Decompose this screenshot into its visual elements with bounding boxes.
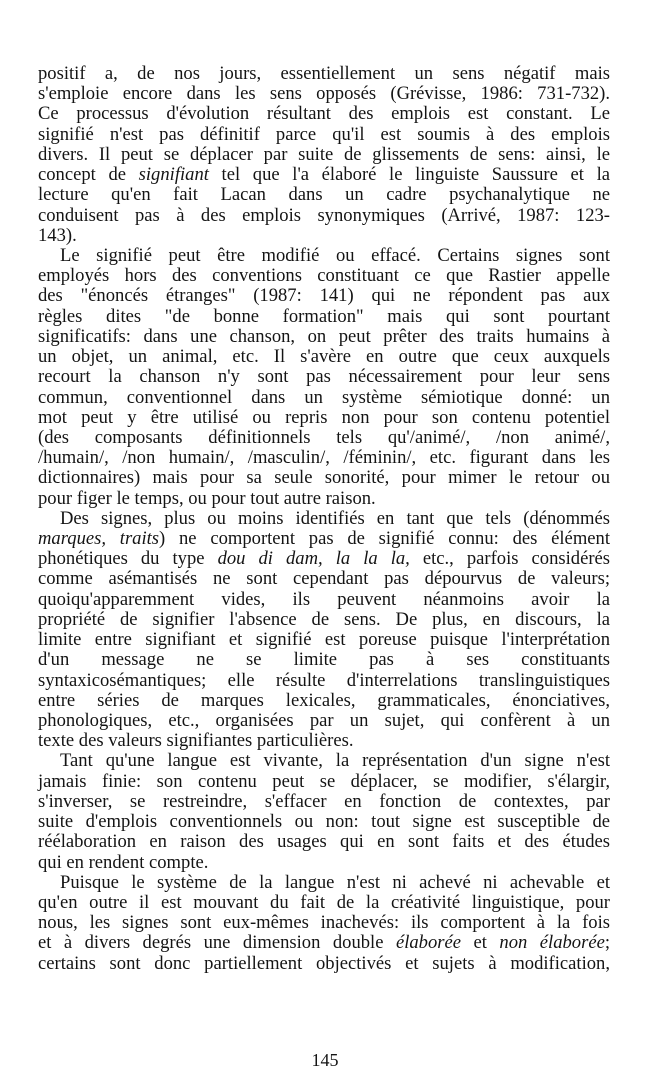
text-span: phonétiques du type — [38, 548, 218, 570]
text-line: Tant qu'une langue est vivante, la représentation d'un signe n'est — [60, 750, 610, 772]
text-line: propriété de signifier l'absence de sens. De plus, en discours, la — [38, 608, 610, 630]
text-line: significatifs: dans une chanson, on peut prêter des traits humains à — [38, 325, 610, 347]
text-line: nous, les signes sont eux-mêmes inachevés: ils comportent à la fois — [38, 912, 610, 934]
paragraph — [38, 509, 610, 752]
text-span: tel que l'a élaboré le linguiste Saussure et la — [208, 164, 610, 186]
text-span: ; — [604, 932, 611, 954]
page-body — [38, 64, 610, 974]
text-line: texte des valeurs signifiantes particulières. — [38, 730, 354, 752]
text-line — [38, 549, 610, 569]
text-line: des "énoncés étranges" (1987: 141) qui ne répondent pas aux — [38, 285, 610, 307]
text-line: comme asémantisés ne sont cependant pas dépourvus de valeurs; — [38, 568, 610, 590]
paragraph — [38, 64, 610, 246]
text-line: entre séries de marques lexicales, grammaticales, énonciatives, — [38, 689, 610, 711]
text-span: et à divers degrés une dimension double — [38, 932, 396, 954]
italic-text: élaborée — [395, 932, 462, 954]
paragraph — [38, 873, 610, 974]
text-line: quoiqu'apparemment vides, ils peuvent néanmoins avoir la — [38, 588, 610, 610]
italic-text: dou di dam, la la la, — [217, 548, 410, 570]
text-line: phonologiques, etc., organisées par un sujet, qui confèrent à un — [38, 710, 610, 731]
text-line: Des signes, plus ou moins identifiés en tant que tels (dénommés — [60, 507, 610, 529]
text-line: syntaxicosémantiques; elle résulte d'interrelations translinguistiques — [38, 669, 610, 691]
text-line: d'un message ne se limite pas à ses constituants — [38, 649, 610, 671]
text-line: positif a, de nos jours, essentiellement un sens négatif mais — [38, 63, 610, 84]
text-span: ) ne comportent pas de signifié connu: des élément — [159, 528, 610, 550]
text-line: divers. Il peut se déplacer par suite de glissements de sens: ainsi, le — [38, 143, 610, 165]
text-line — [38, 165, 610, 185]
text-line: Le signifié peut être modifié ou effacé. Certains signes sont — [60, 244, 610, 266]
page-number: 145 — [311, 1050, 339, 1070]
text-line: signifié n'est pas définitif parce qu'il est soumis à des emplois — [38, 123, 610, 145]
text-line — [38, 529, 610, 549]
text-line: réélaboration en raison des usages qui en sont faits et des études — [38, 831, 610, 853]
text-line: s'inverser, se restreindre, s'effacer en fonction de contextes, par — [38, 790, 610, 812]
text-line: limite entre signifiant et signifié est poreuse puisque l'interprétation — [38, 629, 610, 651]
text-line: 143). — [38, 224, 77, 246]
text-line: qui en rendent compte. — [38, 851, 209, 873]
text-line: mot peut y être utilisé ou repris non pour son contenu potentiel — [38, 406, 610, 428]
text-line: Puisque le système de la langue n'est ni achevé ni achevable et — [60, 871, 610, 893]
italic-text: marques, traits — [38, 528, 160, 550]
text-span: concept de — [38, 164, 139, 186]
text-span: et — [461, 932, 500, 954]
paragraph — [38, 751, 610, 872]
text-line: jamais finie: son contenu peut se déplacer, se modifier, s'élargir, — [38, 770, 610, 792]
text-line: employés hors des conventions constituant ce que Rastier appelle — [38, 265, 610, 287]
text-line: pour figer le temps, ou pour tout autre raison. — [38, 487, 376, 509]
paragraph — [38, 246, 610, 509]
text-line: suite d'emplois conventionnels ou non: tout signe est susceptible de — [38, 811, 610, 833]
text-line — [38, 933, 610, 953]
text-line: (des composants définitionnels tels qu'/animé/, /non animé/, — [38, 426, 610, 448]
text-line: /humain/, /non humain/, /masculin/, /féminin/, etc. figurant dans les — [38, 447, 610, 469]
text-line: recourt la chanson n'y sont pas nécessairement pour leur sens — [38, 366, 610, 388]
italic-text: non élaborée — [499, 932, 605, 954]
text-line: Ce processus d'évolution résultant des emplois est constant. Le — [38, 103, 610, 125]
text-line: s'emploie encore dans les sens opposés (Grévisse, 1986: 731-732). — [38, 83, 610, 105]
italic-text: signifiant — [138, 164, 209, 186]
text-line: qu'en outre il est mouvant du fait de la créativité linguistique, pour — [38, 891, 610, 913]
text-line: dictionnaires) mais pour sa seule sonorité, pour mimer le retour ou — [38, 467, 610, 489]
text-line: un objet, un animal, etc. Il s'avère en outre que ceux auxquels — [38, 346, 610, 368]
text-line: commun, conventionnel dans un système sémiotique donné: un — [38, 386, 610, 408]
text-line: lecture qu'en fait Lacan dans un cadre psychanalytique ne — [38, 184, 610, 206]
text-line: conduisent pas à des emplois synonymiques (Arrivé, 1987: 123- — [38, 204, 610, 226]
text-line: certains sont donc partiellement objectivés et sujets à modification, — [38, 952, 610, 974]
text-line: règles dites "de bonne formation" mais qui sont pourtant — [38, 305, 610, 327]
text-span: etc., parfois considérés — [409, 548, 610, 570]
